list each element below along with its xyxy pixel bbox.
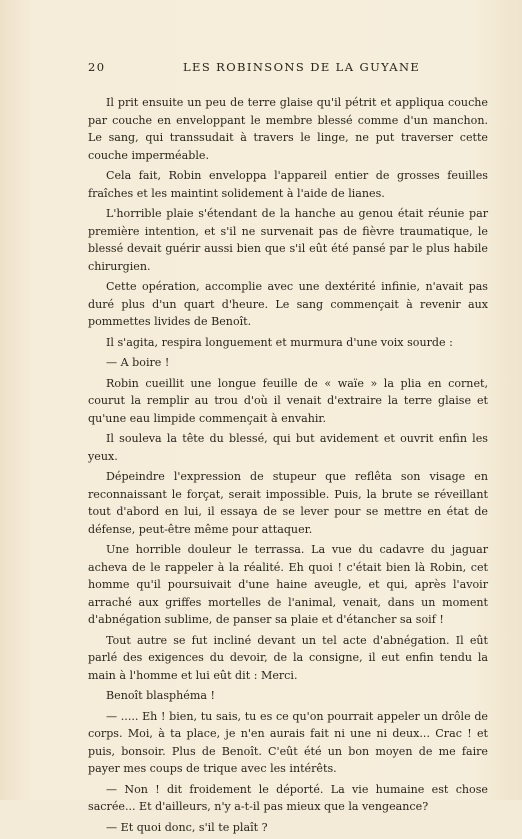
paragraph: Une horrible douleur le terrassa. La vue du cadavre du jaguar acheva de le rappeler à la réalité. Eh quoi ! c'était bien là Robin, cet homme qu'il poursuivait d'une haine aveugle, et qui, après l'avoir arraché aux griffes mortelles de l'animal, venait, dans un moment d'abnégation sublime, de panser sa plaie et d'étancher sa soif !: [88, 543, 488, 626]
page-number: 20: [88, 60, 106, 74]
paragraph: Cela fait, Robin enveloppa l'appareil entier de grosses feuilles fraîches et les maintint solidement à l'aide de lianes.: [88, 169, 488, 200]
paragraph: Dépeindre l'expression de stupeur que reflêta son visage en reconnaissant le forçat, serait impossible. Puis, la brute se réveillant tout d'abord en lui, il essaya de se lever pour se mettre en état de défense, peut-être même pour attaquer.: [88, 470, 488, 536]
page-body: [88, 94, 488, 839]
paragraph: Il prit ensuite un peu de terre glaise qu'il pétrit et appliqua couche par couche en enveloppant le membre blessé comme d'un manchon. Le sang, qui transsudait à travers le linge, ne put traverser cette couche imperméable.: [88, 96, 488, 162]
paragraph: Cette opération, accomplie avec une dextérité infinie, n'avait pas duré plus d'un quart d'heure. Le sang commençait à revenir aux pommettes livides de Benoît.: [88, 280, 488, 328]
paragraph: — A boire !: [106, 356, 170, 369]
paragraph: — Et quoi donc, s'il te plaît ?: [106, 820, 268, 834]
running-title: LES ROBINSONS DE LA GUYANE: [183, 60, 421, 74]
paragraph: Tout autre se fut incliné devant un tel acte d'abnégation. Il eût parlé des exigences du devoir, de la consigne, il eut enfin tendu la main à l'homme et lui eût dit : Merci.: [88, 633, 488, 682]
paragraph: — Non ! dit froidement le déporté. La vie humaine est chose sacrée... Et d'ailleurs, n'y a-t-il pas mieux que la vengeance?: [88, 782, 488, 813]
paragraph: Il s'agita, respira longuement et murmura d'une voix sourde :: [106, 335, 453, 349]
paragraph: L'horrible plaie s'étendant de la hanche au genou était réunie par première intention, et s'il ne survenait pas de fièvre traumatique, le blessé devait guérir aussi bien que s'il eût été pansé par le plus habile chirurgien.: [88, 207, 488, 273]
paragraph: Robin cueillit une longue feuille de « waïe » la plia en cornet, courut la remplir au trou d'où il venait d'extraire la terre glaise et qu'une eau limpide commençait à envahir.: [88, 376, 488, 425]
paragraph: Benoît blasphéma !: [106, 689, 215, 702]
paragraph: Il souleva la tête du blessé, qui but avidement et ouvrit enfin les yeux.: [88, 432, 488, 463]
paragraph: — ..... Eh ! bien, tu sais, tu es ce qu'on pourrait appeler un drôle de corps. Moi, à ta place, je n'en aurais fait ni une ni deux... Crac ! et puis, bonsoir. Plus de Benoît. C'eût été un bon moyen de me faire payer mes coups de trique avec les intérêts.: [88, 709, 488, 775]
